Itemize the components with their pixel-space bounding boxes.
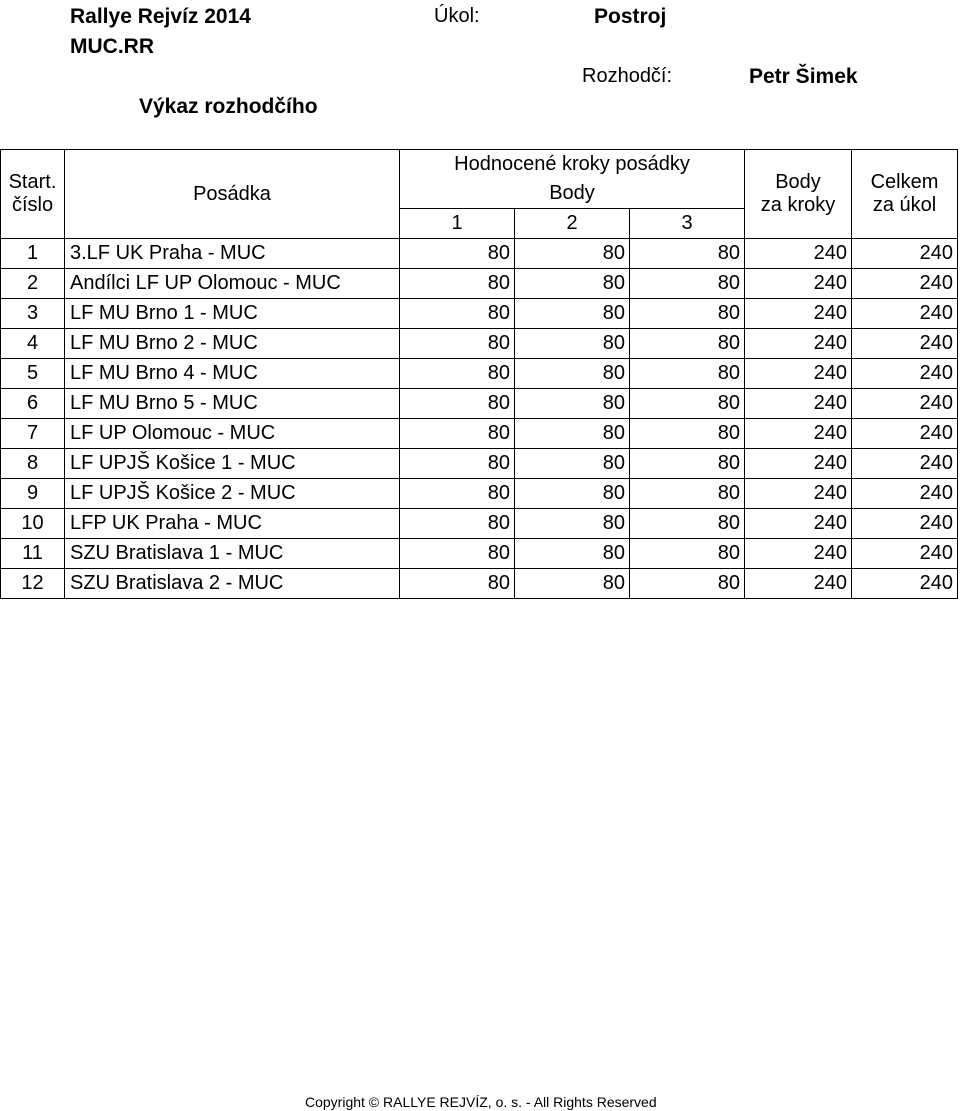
col-step-3: 3 (630, 209, 745, 239)
cell-start-number: 6 (1, 389, 65, 419)
task-value: Postroj (594, 5, 667, 28)
cell-team: Andílci LF UP Olomouc - MUC (65, 269, 400, 299)
cell-step-2: 80 (515, 509, 630, 539)
cell-total: 240 (852, 269, 958, 299)
cell-step-2: 80 (515, 239, 630, 269)
table-row (1, 419, 958, 449)
copyright-text: Copyright © RALLYE REJVÍZ, o. s. - All Rights Reserved (305, 1094, 657, 1110)
cell-start-number: 2 (1, 269, 65, 299)
col-step-1: 1 (400, 209, 515, 239)
cell-team: LF MU Brno 4 - MUC (65, 359, 400, 389)
table-row (1, 509, 958, 539)
cell-step-1: 80 (400, 419, 515, 449)
col-start-number: Start. číslo (1, 150, 65, 239)
cell-total: 240 (852, 329, 958, 359)
table-row (1, 479, 958, 509)
cell-team: LFP UK Praha - MUC (65, 509, 400, 539)
cell-total: 240 (852, 359, 958, 389)
category-label: MUC.RR (70, 35, 154, 58)
cell-start-number: 4 (1, 329, 65, 359)
cell-start-number: 1 (1, 239, 65, 269)
table-row (1, 389, 958, 419)
cell-total: 240 (852, 419, 958, 449)
cell-points-steps: 240 (745, 359, 852, 389)
cell-step-3: 80 (630, 299, 745, 329)
cell-step-2: 80 (515, 389, 630, 419)
table-row (1, 569, 958, 599)
cell-step-1: 80 (400, 539, 515, 569)
col-team: Posádka (65, 150, 400, 239)
cell-step-2: 80 (515, 329, 630, 359)
cell-total: 240 (852, 539, 958, 569)
event-title: Rallye Rejvíz 2014 (70, 5, 251, 28)
cell-team: LF UPJŠ Košice 2 - MUC (65, 479, 400, 509)
cell-step-2: 80 (515, 449, 630, 479)
cell-team: LF UPJŠ Košice 1 - MUC (65, 449, 400, 479)
cell-step-3: 80 (630, 239, 745, 269)
table-row (1, 329, 958, 359)
col-evaluated-steps: Hodnocené kroky posádky (400, 150, 745, 180)
cell-total: 240 (852, 389, 958, 419)
cell-points-steps: 240 (745, 299, 852, 329)
cell-total: 240 (852, 449, 958, 479)
cell-step-2: 80 (515, 359, 630, 389)
cell-start-number: 10 (1, 509, 65, 539)
cell-points-steps: 240 (745, 539, 852, 569)
cell-step-1: 80 (400, 389, 515, 419)
cell-points-steps: 240 (745, 329, 852, 359)
cell-start-number: 9 (1, 479, 65, 509)
cell-step-2: 80 (515, 479, 630, 509)
cell-step-1: 80 (400, 449, 515, 479)
cell-start-number: 5 (1, 359, 65, 389)
table-row (1, 269, 958, 299)
cell-step-3: 80 (630, 269, 745, 299)
cell-step-3: 80 (630, 479, 745, 509)
cell-team: LF MU Brno 2 - MUC (65, 329, 400, 359)
table-row (1, 359, 958, 389)
referee-name: Petr Šimek (749, 65, 858, 88)
cell-total: 240 (852, 299, 958, 329)
report-title: Výkaz rozhodčího (139, 95, 318, 118)
cell-team: LF UP Olomouc - MUC (65, 419, 400, 449)
col-points-sub: Body (400, 180, 745, 209)
cell-total: 240 (852, 569, 958, 599)
cell-step-2: 80 (515, 269, 630, 299)
cell-points-steps: 240 (745, 449, 852, 479)
cell-step-3: 80 (630, 449, 745, 479)
cell-points-steps: 240 (745, 419, 852, 449)
cell-start-number: 3 (1, 299, 65, 329)
cell-step-2: 80 (515, 419, 630, 449)
referee-label: Rozhodčí: (582, 65, 673, 87)
cell-team: SZU Bratislava 2 - MUC (65, 569, 400, 599)
results-table (0, 149, 958, 599)
cell-step-3: 80 (630, 359, 745, 389)
cell-points-steps: 240 (745, 479, 852, 509)
cell-step-1: 80 (400, 239, 515, 269)
cell-step-3: 80 (630, 389, 745, 419)
col-points-steps: Body za kroky (745, 150, 852, 239)
col-total-task: Celkem za úkol (852, 150, 958, 239)
cell-total: 240 (852, 239, 958, 269)
cell-step-2: 80 (515, 539, 630, 569)
cell-step-2: 80 (515, 299, 630, 329)
table-row (1, 449, 958, 479)
cell-points-steps: 240 (745, 389, 852, 419)
cell-step-2: 80 (515, 569, 630, 599)
cell-start-number: 12 (1, 569, 65, 599)
cell-step-3: 80 (630, 539, 745, 569)
table-row (1, 239, 958, 269)
cell-total: 240 (852, 479, 958, 509)
task-label: Úkol: (434, 5, 480, 27)
cell-team: LF MU Brno 1 - MUC (65, 299, 400, 329)
table-row (1, 539, 958, 569)
cell-step-1: 80 (400, 299, 515, 329)
col-step-2: 2 (515, 209, 630, 239)
cell-step-3: 80 (630, 419, 745, 449)
cell-points-steps: 240 (745, 569, 852, 599)
cell-start-number: 8 (1, 449, 65, 479)
cell-team: 3.LF UK Praha - MUC (65, 239, 400, 269)
cell-step-1: 80 (400, 479, 515, 509)
cell-step-3: 80 (630, 569, 745, 599)
cell-team: LF MU Brno 5 - MUC (65, 389, 400, 419)
cell-team: SZU Bratislava 1 - MUC (65, 539, 400, 569)
cell-start-number: 11 (1, 539, 65, 569)
table-row (1, 299, 958, 329)
cell-total: 240 (852, 509, 958, 539)
cell-step-1: 80 (400, 359, 515, 389)
cell-step-3: 80 (630, 509, 745, 539)
cell-points-steps: 240 (745, 239, 852, 269)
cell-step-1: 80 (400, 509, 515, 539)
cell-points-steps: 240 (745, 269, 852, 299)
cell-points-steps: 240 (745, 509, 852, 539)
cell-start-number: 7 (1, 419, 65, 449)
cell-step-1: 80 (400, 269, 515, 299)
cell-step-1: 80 (400, 569, 515, 599)
cell-step-3: 80 (630, 329, 745, 359)
cell-step-1: 80 (400, 329, 515, 359)
